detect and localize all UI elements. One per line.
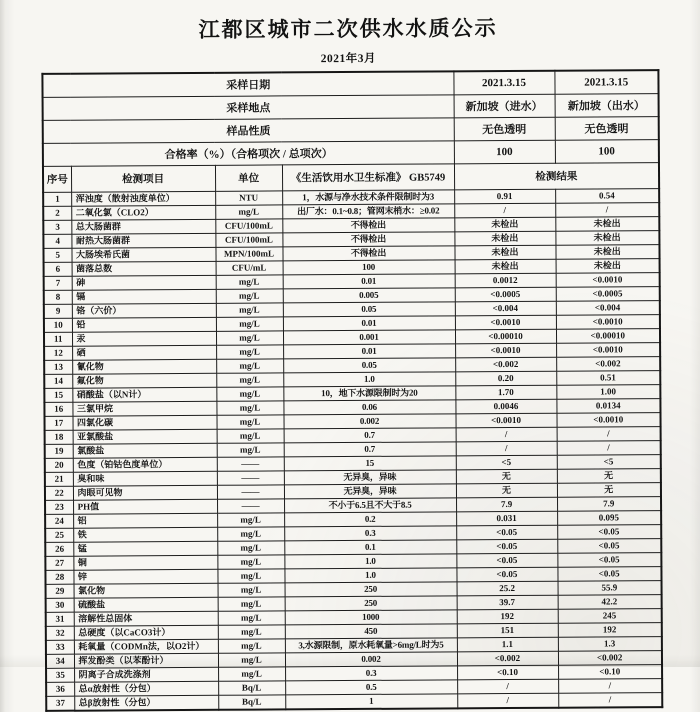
- cell-item: PH值: [73, 499, 217, 514]
- cell-standard: 0.002: [283, 414, 455, 429]
- cell-standard: 0.5: [285, 680, 457, 695]
- cell-result-inlet: 39.7: [457, 595, 558, 610]
- cell-no: 32: [46, 626, 74, 640]
- cell-result-outlet: 0.54: [555, 189, 659, 204]
- cell-item: 氯化物: [74, 583, 218, 598]
- cell-standard: 0.2: [284, 512, 456, 527]
- cell-result-outlet: 0.0134: [556, 399, 660, 414]
- cell-result-outlet: <0.002: [558, 651, 662, 666]
- cell-result-inlet: 0.0046: [455, 399, 556, 414]
- cell-item: 氟化物: [72, 373, 216, 388]
- cell-item: 四氯化碳: [72, 415, 216, 430]
- cell-item: 铝: [73, 513, 217, 528]
- cell-no: 3: [43, 220, 71, 234]
- cell-unit: CFU/100mL: [215, 219, 282, 233]
- cell-result-outlet: /: [557, 427, 661, 442]
- cell-unit: CFU/100mL: [215, 233, 282, 247]
- cell-result-outlet: /: [558, 693, 662, 708]
- cell-item: 铜: [73, 555, 217, 570]
- cell-item: 菌落总数: [72, 261, 216, 276]
- cell-result-inlet: 0.031: [456, 511, 557, 526]
- cell-result-inlet: /: [454, 203, 555, 218]
- cell-standard: 1.0: [284, 554, 456, 569]
- cell-result-inlet: 0.91: [454, 189, 555, 204]
- cell-unit: NTU: [215, 191, 282, 205]
- cell-result-inlet: 无: [456, 469, 557, 484]
- cell-no: 21: [45, 472, 73, 486]
- cell-unit: mg/L: [218, 597, 285, 611]
- cell-standard: 0.01: [283, 274, 455, 289]
- cell-standard: 1: [285, 694, 457, 710]
- table-row: [46, 693, 662, 711]
- cell-no: 33: [46, 640, 74, 654]
- cell-standard: 10，地下水源限制时为20: [283, 386, 455, 401]
- cell-no: 6: [44, 262, 72, 276]
- cell-no: 29: [46, 584, 74, 598]
- cell-result-inlet: /: [457, 679, 558, 694]
- cell-standard: 0.06: [283, 400, 455, 415]
- cell-standard: 0.01: [283, 344, 455, 359]
- cell-standard: 250: [285, 582, 457, 597]
- cell-no: 35: [46, 668, 74, 682]
- cell-result-outlet: /: [558, 679, 662, 694]
- cell-result-inlet: 0.0012: [455, 273, 556, 288]
- cell-result-outlet: <0.0010: [556, 315, 660, 330]
- cell-unit: mg/L: [218, 653, 285, 667]
- cell-item: 总大肠菌群: [71, 219, 215, 234]
- cell-unit: ——: [217, 471, 284, 485]
- cell-standard: 1.0: [283, 372, 455, 387]
- cell-unit: ——: [217, 457, 284, 471]
- cell-item: 镉: [72, 289, 216, 304]
- cell-result-outlet: 42.2: [558, 595, 662, 610]
- cell-result-outlet: 0.095: [557, 511, 661, 526]
- cell-standard: 0.05: [283, 358, 455, 373]
- cell-standard: 0.005: [283, 288, 455, 303]
- cell-result-inlet: <0.10: [457, 665, 558, 680]
- cell-unit: mg/L: [216, 331, 283, 345]
- cell-result-inlet: <0.05: [456, 553, 557, 568]
- cell-result-inlet: <0.0010: [455, 413, 556, 428]
- cell-item: 汞: [72, 331, 216, 346]
- info-label: 合格率（%）（合格项次 / 总项次）: [43, 141, 454, 167]
- cell-standard: 450: [285, 624, 457, 639]
- cell-result-inlet: 未检出: [455, 259, 556, 274]
- cell-standard: 0.002: [285, 652, 457, 667]
- cell-unit: mg/L: [218, 583, 285, 597]
- info-value-inlet: 无色透明: [454, 117, 555, 141]
- cell-unit: mg/L: [216, 303, 283, 317]
- cell-item: 浑浊度（散射浊度单位）: [71, 191, 215, 206]
- cell-result-outlet: 未检出: [556, 259, 660, 274]
- cell-result-inlet: 未检出: [454, 231, 555, 246]
- cell-no: 25: [45, 528, 73, 542]
- cell-standard: 1，水源与净水技术条件限制时为3: [282, 190, 454, 205]
- water-quality-table: [41, 69, 663, 712]
- cell-result-outlet: 未检出: [555, 217, 659, 232]
- cell-result-inlet: <0.05: [456, 539, 557, 554]
- info-value-inlet: 100: [454, 140, 555, 164]
- cell-result-inlet: 192: [457, 609, 558, 624]
- cell-result-outlet: 未检出: [555, 231, 659, 246]
- cell-item: 二氧化氯（CLO2）: [71, 205, 215, 220]
- cell-result-outlet: <0.05: [557, 539, 661, 554]
- cell-result-inlet: <0.00010: [455, 329, 556, 344]
- cell-no: 31: [46, 612, 74, 626]
- cell-item: 臭和味: [73, 471, 217, 486]
- cell-item: 耐热大肠菌群: [71, 233, 215, 248]
- cell-standard: 0.7: [284, 428, 456, 443]
- cell-no: 8: [44, 290, 72, 304]
- cell-item: 硝酸盐（以N计）: [72, 387, 216, 402]
- cell-unit: ——: [217, 485, 284, 499]
- cell-no: 4: [43, 234, 71, 248]
- cell-no: 17: [45, 416, 73, 430]
- cell-no: 11: [44, 332, 72, 346]
- info-value-inlet: 2021.3.15: [453, 71, 554, 95]
- cell-item: 大肠埃希氏菌: [71, 247, 215, 262]
- col-header-standard: 《生活饮用水卫生标准》 GB5749: [282, 164, 454, 191]
- cell-unit: mg/L: [215, 205, 282, 219]
- cell-item: 溶解性总固体: [74, 611, 218, 626]
- cell-result-outlet: <0.00010: [556, 329, 660, 344]
- info-value-outlet: 新加坡（出水）: [555, 94, 659, 118]
- cell-unit: mg/L: [217, 569, 284, 583]
- info-value-inlet: 新加坡（进水）: [454, 94, 555, 118]
- cell-result-outlet: 无: [557, 469, 661, 484]
- info-label: 采样日期: [42, 71, 453, 97]
- cell-standard: 不得检出: [282, 246, 454, 261]
- cell-result-outlet: 1.3: [558, 637, 662, 652]
- cell-no: 13: [44, 360, 72, 374]
- cell-standard: 无异臭，异味: [284, 484, 456, 499]
- cell-no: 1: [43, 192, 71, 206]
- cell-standard: 出厂水：0.1~0.8；管网末梢水：≥0.02: [282, 204, 454, 219]
- cell-standard: 0.001: [283, 330, 455, 345]
- cell-result-outlet: <0.002: [556, 357, 660, 372]
- cell-result-outlet: /: [557, 441, 661, 456]
- cell-standard: 3,水源限制，原水耗氧量>6mg/L时为5: [285, 638, 457, 653]
- cell-no: 2: [43, 206, 71, 220]
- cell-result-inlet: 未检出: [454, 217, 555, 232]
- cell-unit: mg/L: [217, 429, 284, 443]
- cell-result-inlet: 7.9: [456, 497, 557, 512]
- cell-unit: mg/L: [216, 415, 283, 429]
- cell-item: 锌: [73, 569, 217, 584]
- cell-result-inlet: <0.05: [456, 525, 557, 540]
- cell-result-outlet: /: [555, 203, 659, 218]
- cell-result-inlet: 1.1: [457, 637, 558, 652]
- cell-standard: 不小于6.5且不大于8.5: [284, 498, 456, 513]
- cell-result-outlet: <0.10: [558, 665, 662, 680]
- cell-item: 氯酸盐: [73, 443, 217, 458]
- cell-result-outlet: <0.004: [556, 301, 660, 316]
- cell-unit: mg/L: [218, 667, 285, 681]
- cell-result-outlet: 无: [557, 483, 661, 498]
- cell-no: 19: [45, 444, 73, 458]
- cell-unit: mg/L: [217, 443, 284, 457]
- cell-result-inlet: <0.004: [455, 301, 556, 316]
- info-value-outlet: 100: [555, 140, 659, 164]
- cell-no: 15: [44, 388, 72, 402]
- cell-result-inlet: <0.002: [455, 357, 556, 372]
- cell-item: 铬（六价）: [72, 303, 216, 318]
- cell-no: 26: [45, 542, 73, 556]
- cell-result-outlet: <0.0010: [556, 273, 660, 288]
- cell-item: 硫酸盐: [74, 597, 218, 612]
- cell-result-inlet: /: [457, 693, 558, 708]
- cell-result-inlet: /: [456, 441, 557, 456]
- cell-no: 28: [45, 570, 73, 584]
- cell-result-inlet: <0.0005: [455, 287, 556, 302]
- cell-item: 锰: [73, 541, 217, 556]
- cell-result-inlet: <0.0010: [455, 315, 556, 330]
- cell-unit: mg/L: [216, 345, 283, 359]
- cell-result-inlet: 25.2: [457, 581, 558, 596]
- cell-standard: 100: [283, 260, 455, 275]
- cell-result-inlet: 未检出: [454, 245, 555, 260]
- cell-no: 14: [44, 374, 72, 388]
- cell-result-inlet: 151: [457, 623, 558, 638]
- cell-unit: mg/L: [217, 527, 284, 541]
- cell-item: 硒: [72, 345, 216, 360]
- cell-standard: 250: [285, 596, 457, 611]
- cell-item: 肉眼可见物: [73, 485, 217, 500]
- cell-result-outlet: 55.9: [558, 581, 662, 596]
- cell-no: 22: [45, 486, 73, 500]
- cell-no: 23: [45, 500, 73, 514]
- col-header-no: 序号: [43, 166, 71, 192]
- cell-unit: mg/L: [216, 289, 283, 303]
- cell-result-outlet: <0.0005: [556, 287, 660, 302]
- cell-no: 30: [46, 598, 74, 612]
- cell-item: 阴离子合成洗涤剂: [74, 667, 218, 682]
- cell-result-inlet: 1.70: [455, 385, 556, 400]
- cell-no: 24: [45, 514, 73, 528]
- cell-no: 27: [45, 556, 73, 570]
- cell-no: 10: [44, 318, 72, 332]
- cell-item: 挥发酚类（以苯酚计）: [74, 653, 218, 668]
- cell-result-outlet: <0.0010: [556, 343, 660, 358]
- cell-unit: mg/L: [218, 639, 285, 653]
- cell-result-outlet: <0.0010: [556, 413, 660, 428]
- cell-result-inlet: 0.20: [455, 371, 556, 386]
- cell-item: 氰化物: [72, 359, 216, 374]
- cell-standard: 不得检出: [282, 232, 454, 247]
- cell-result-inlet: <0.0010: [455, 343, 556, 358]
- cell-unit: mg/L: [216, 275, 283, 289]
- cell-result-outlet: 245: [558, 609, 662, 624]
- cell-unit: Bq/L: [218, 695, 285, 710]
- cell-standard: 0.05: [283, 302, 455, 317]
- cell-item: 色度（铂钴色度单位）: [73, 457, 217, 472]
- cell-item: 铁: [73, 527, 217, 542]
- cell-result-outlet: 7.9: [557, 497, 661, 512]
- cell-result-outlet: 192: [558, 623, 662, 638]
- info-section: [42, 70, 659, 166]
- cell-standard: 0.3: [284, 526, 456, 541]
- info-value-outlet: 2021.3.15: [554, 70, 658, 94]
- info-value-outlet: 无色透明: [555, 117, 659, 141]
- cell-unit: mg/L: [218, 625, 285, 639]
- header-row: [43, 163, 659, 193]
- cell-item: 总α放射性（分包）: [74, 681, 218, 696]
- cell-result-outlet: 1.00: [556, 385, 660, 400]
- col-header-item: 检测项目: [71, 165, 215, 192]
- cell-no: 18: [45, 430, 73, 444]
- cell-item: 砷: [72, 275, 216, 290]
- header-section: [43, 163, 659, 193]
- cell-item: 总β放射性（分包）: [74, 695, 218, 710]
- cell-no: 34: [46, 654, 74, 668]
- cell-unit: MPN/100mL: [215, 247, 282, 261]
- cell-result-inlet: <0.002: [457, 651, 558, 666]
- cell-result-outlet: <0.05: [557, 525, 661, 540]
- cell-unit: mg/L: [216, 359, 283, 373]
- cell-no: 12: [44, 346, 72, 360]
- cell-standard: 0.3: [285, 666, 457, 681]
- cell-unit: Bq/L: [218, 681, 285, 695]
- cell-standard: 无异臭，异味: [284, 470, 456, 485]
- page-title: 江都区城市二次供水水质公示: [198, 17, 498, 42]
- cell-result-inlet: 无: [456, 483, 557, 498]
- cell-no: 9: [44, 304, 72, 318]
- cell-result-inlet: <0.05: [456, 567, 557, 582]
- cell-standard: 1.0: [284, 568, 456, 583]
- results-section: [43, 189, 662, 711]
- cell-standard: 0.1: [284, 540, 456, 555]
- cell-no: 20: [45, 458, 73, 472]
- cell-result-outlet: <0.05: [557, 553, 661, 568]
- cell-standard: 0.7: [284, 442, 456, 457]
- cell-no: 7: [44, 276, 72, 290]
- cell-unit: mg/L: [216, 401, 283, 415]
- cell-result-outlet: <0.05: [557, 567, 661, 582]
- cell-unit: mg/L: [216, 317, 283, 331]
- cell-result-outlet: <5: [557, 455, 661, 470]
- cell-standard: 15: [284, 456, 456, 471]
- cell-unit: mg/L: [217, 541, 284, 555]
- cell-result-inlet: /: [456, 427, 557, 442]
- info-label: 样品性质: [43, 118, 454, 144]
- cell-no: 37: [46, 696, 74, 711]
- cell-result-inlet: <5: [456, 455, 557, 470]
- cell-unit: mg/L: [216, 373, 283, 387]
- cell-standard: 1000: [285, 610, 457, 625]
- cell-no: 36: [46, 682, 74, 696]
- cell-result-outlet: 0.51: [556, 371, 660, 386]
- cell-item: 亚氯酸盐: [73, 429, 217, 444]
- cell-unit: mg/L: [217, 513, 284, 527]
- cell-item: 耗氧量（CODMn法，以O2计）: [74, 639, 218, 654]
- cell-unit: ——: [217, 499, 284, 513]
- cell-no: 16: [44, 402, 72, 416]
- cell-unit: mg/L: [216, 387, 283, 401]
- cell-unit: mg/L: [218, 611, 285, 625]
- info-label: 采样地点: [43, 95, 454, 121]
- cell-item: 总硬度（以CaCO3计）: [74, 625, 218, 640]
- page-subtitle: 2021年3月: [320, 52, 376, 66]
- cell-result-outlet: 未检出: [555, 245, 659, 260]
- cell-standard: 不得检出: [282, 218, 454, 233]
- cell-item: 铅: [72, 317, 216, 332]
- cell-no: 5: [43, 248, 71, 262]
- cell-unit: mg/L: [217, 555, 284, 569]
- cell-standard: 0.01: [283, 316, 455, 331]
- col-header-unit: 单位: [215, 165, 282, 191]
- cell-item: 三氯甲烷: [72, 401, 216, 416]
- cell-unit: CFU/mL: [216, 261, 283, 275]
- col-header-result: 检测结果: [454, 163, 659, 190]
